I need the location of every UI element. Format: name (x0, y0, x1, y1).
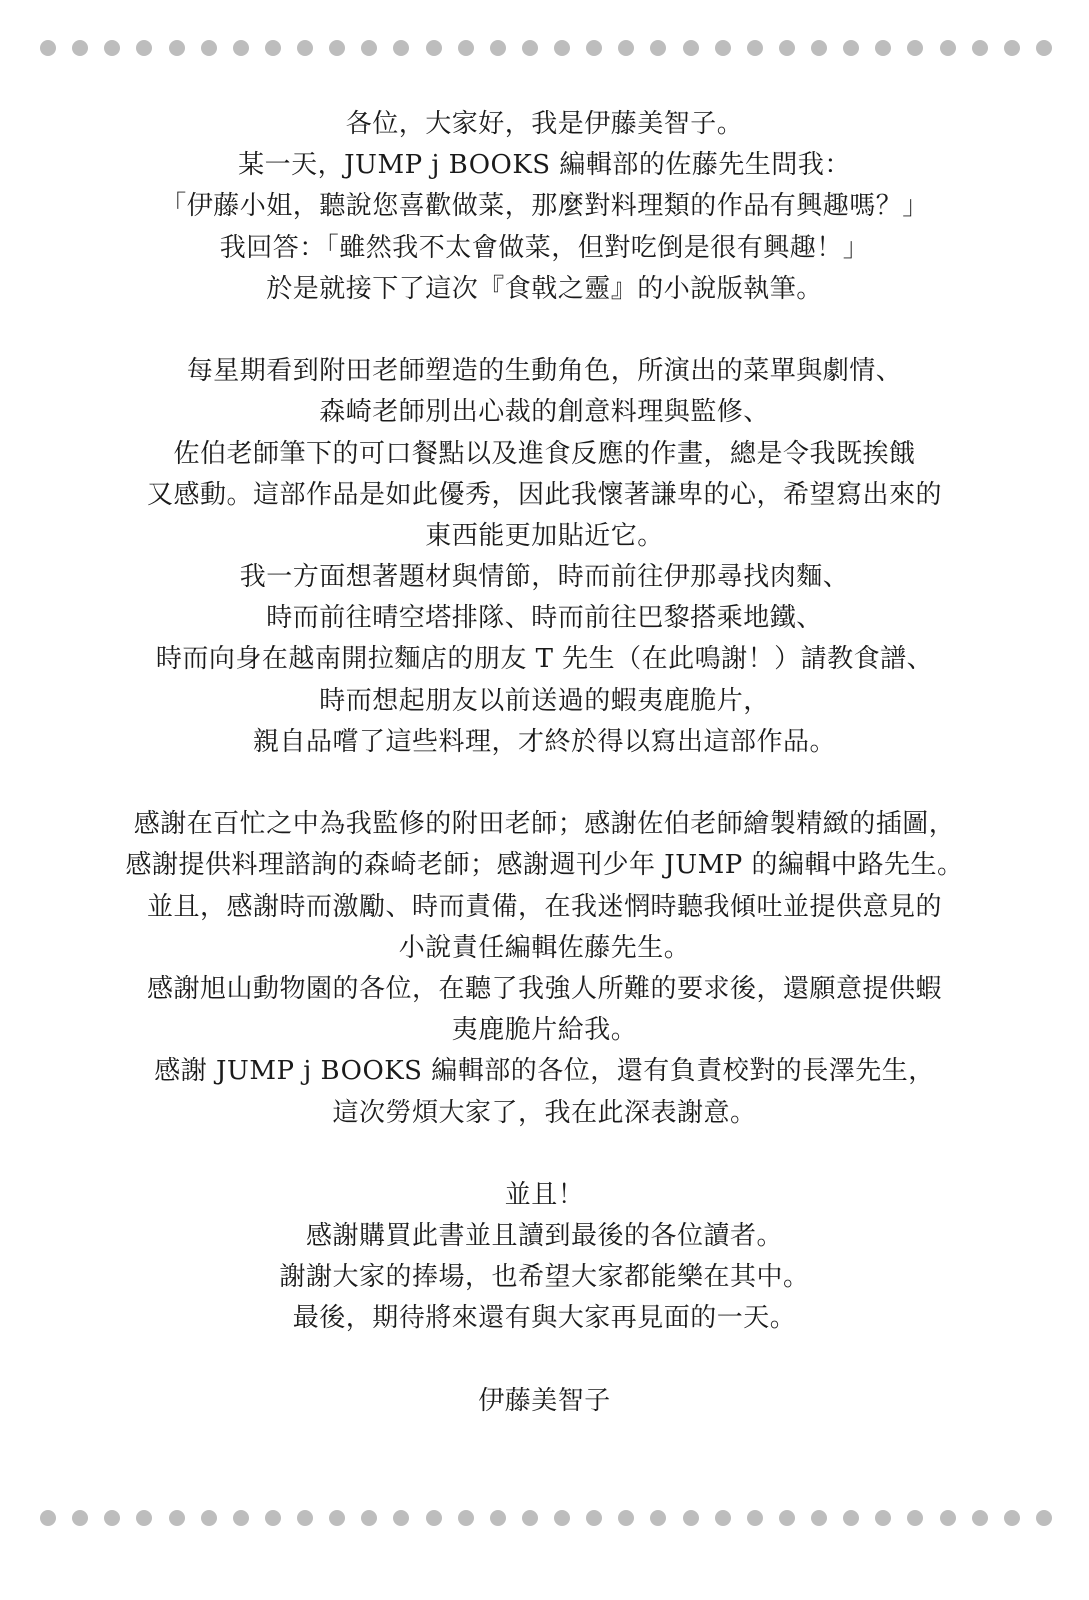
border-dot (843, 40, 859, 56)
border-dot (554, 1510, 570, 1526)
text-line: 感謝購買此書並且讀到最後的各位讀者。 (305, 1221, 783, 1252)
border-dot (1036, 40, 1052, 56)
border-dot (169, 1510, 185, 1526)
text-line: 感謝旭山動物園的各位，在聽了我強人所難的要求後，還願意提供蝦 (146, 973, 942, 1004)
border-dot (201, 40, 217, 56)
border-dot (329, 40, 345, 56)
text-line: 「伊藤小姐，聽說您喜歡做菜，那麼對料理類的作品有興趣嗎？」 (160, 191, 929, 222)
text-line: 又感動。這部作品是如此優秀，因此我懷著謙卑的心，希望寫出來的 (146, 479, 942, 510)
border-dot (522, 1510, 538, 1526)
border-dot (875, 1510, 891, 1526)
text-line: 時而向身在越南開拉麵店的朋友 T 先生（在此鳴謝！）請教食譜、 (155, 644, 934, 675)
text-line: 並且，感謝時而激勵、時而責備，在我迷惘時聽我傾吐並提供意見的 (146, 891, 942, 922)
border-dot (1004, 1510, 1020, 1526)
border-dot (1036, 1510, 1052, 1526)
text-line: 感謝 JUMP j BOOKS 編輯部的各位，還有負責校對的長澤先生， (154, 1056, 935, 1087)
border-dot (393, 40, 409, 56)
border-dot (907, 1510, 923, 1526)
border-dot (233, 40, 249, 56)
border-dot (329, 1510, 345, 1526)
border-dot (136, 1510, 152, 1526)
border-dot (618, 40, 634, 56)
border-dot (426, 1510, 442, 1526)
border-dot (522, 40, 538, 56)
text-line: 每星期看到附田老師塑造的生動角色，所演出的菜單與劇情、 (186, 356, 903, 387)
border-dot (40, 40, 56, 56)
border-dot (104, 1510, 120, 1526)
border-dot (393, 1510, 409, 1526)
border-dot (297, 1510, 313, 1526)
border-dot (650, 40, 666, 56)
border-dot (361, 40, 377, 56)
border-dot (233, 1510, 249, 1526)
border-dot (811, 1510, 827, 1526)
text-line: 各位，大家好，我是伊藤美智子。 (345, 109, 744, 139)
border-dot (361, 1510, 377, 1526)
border-dot (426, 40, 442, 56)
text-line: 東西能更加貼近它。 (425, 520, 664, 551)
border-dot (458, 40, 474, 56)
paragraph-gap (0, 310, 1089, 351)
border-dot (554, 40, 570, 56)
border-dot (490, 1510, 506, 1526)
border-dot (265, 40, 281, 56)
bottom-dot-border (40, 1510, 1052, 1526)
border-dot (265, 1510, 281, 1526)
text-line: 我一方面想著題材與情節，時而前往伊那尋找肉麵、 (239, 562, 850, 593)
afterword-body (0, 104, 1089, 1422)
border-dot (586, 40, 602, 56)
paragraph-gap (0, 763, 1089, 804)
border-dot (811, 40, 827, 56)
border-dot (683, 40, 699, 56)
text-line: 佐伯老師筆下的可口餐點以及進食反應的作畫，總是令我既挨餓 (173, 438, 916, 469)
border-dot (747, 40, 763, 56)
border-dot (297, 40, 313, 56)
border-dot (779, 40, 795, 56)
border-dot (747, 1510, 763, 1526)
text-line: 小說責任編輯佐藤先生。 (398, 932, 691, 963)
text-line: 感謝在百忙之中為我監修的附田老師；感謝佐伯老師繪製精緻的插圖， (133, 809, 956, 840)
border-dot (1004, 40, 1020, 56)
text-line: 最後，期待將來還有與大家再見面的一天。 (292, 1303, 797, 1334)
border-dot (169, 40, 185, 56)
border-dot (907, 40, 923, 56)
text-line: 這次勞煩大家了，我在此深表謝意。 (332, 1097, 757, 1128)
author-signature: 伊藤美智子 (478, 1385, 611, 1416)
text-line: 謝謝大家的捧場，也希望大家都能樂在其中。 (279, 1262, 810, 1293)
top-dot-border (40, 40, 1052, 56)
text-line: 我回答：「雖然我不太會做菜，但對吃倒是很有興趣！」 (219, 232, 870, 263)
border-dot (136, 40, 152, 56)
border-dot (779, 1510, 795, 1526)
border-dot (72, 1510, 88, 1526)
border-dot (940, 40, 956, 56)
border-dot (843, 1510, 859, 1526)
text-line: 並且！ (504, 1179, 585, 1210)
border-dot (875, 40, 891, 56)
border-dot (104, 40, 120, 56)
text-line: 某一天，JUMP j BOOKS 編輯部的佐藤先生問我： (238, 150, 851, 181)
border-dot (972, 1510, 988, 1526)
border-dot (490, 40, 506, 56)
text-line: 夷鹿脆片給我。 (451, 1015, 638, 1046)
text-line: 時而前往晴空塔排隊、時而前往巴黎搭乘地鐵、 (266, 603, 823, 634)
text-line: 時而想起朋友以前送過的蝦夷鹿脆片， (319, 685, 770, 716)
border-dot (650, 1510, 666, 1526)
border-dot (40, 1510, 56, 1526)
text-line: 森崎老師別出心裁的創意料理與監修、 (319, 397, 770, 428)
border-dot (201, 1510, 217, 1526)
border-dot (715, 40, 731, 56)
paragraph-gap (0, 1134, 1089, 1175)
border-dot (72, 40, 88, 56)
text-line: 於是就接下了這次『食戟之靈』的小說版執筆。 (266, 273, 823, 304)
border-dot (458, 1510, 474, 1526)
border-dot (972, 40, 988, 56)
paragraph-gap (0, 1340, 1089, 1381)
text-line: 感謝提供料理諮詢的森崎老師；感謝週刊少年 JUMP 的編輯中路先生。 (125, 850, 964, 881)
border-dot (586, 1510, 602, 1526)
border-dot (715, 1510, 731, 1526)
border-dot (618, 1510, 634, 1526)
border-dot (683, 1510, 699, 1526)
text-line: 親自品嚐了這些料理，才終於得以寫出這部作品。 (252, 726, 836, 757)
border-dot (940, 1510, 956, 1526)
